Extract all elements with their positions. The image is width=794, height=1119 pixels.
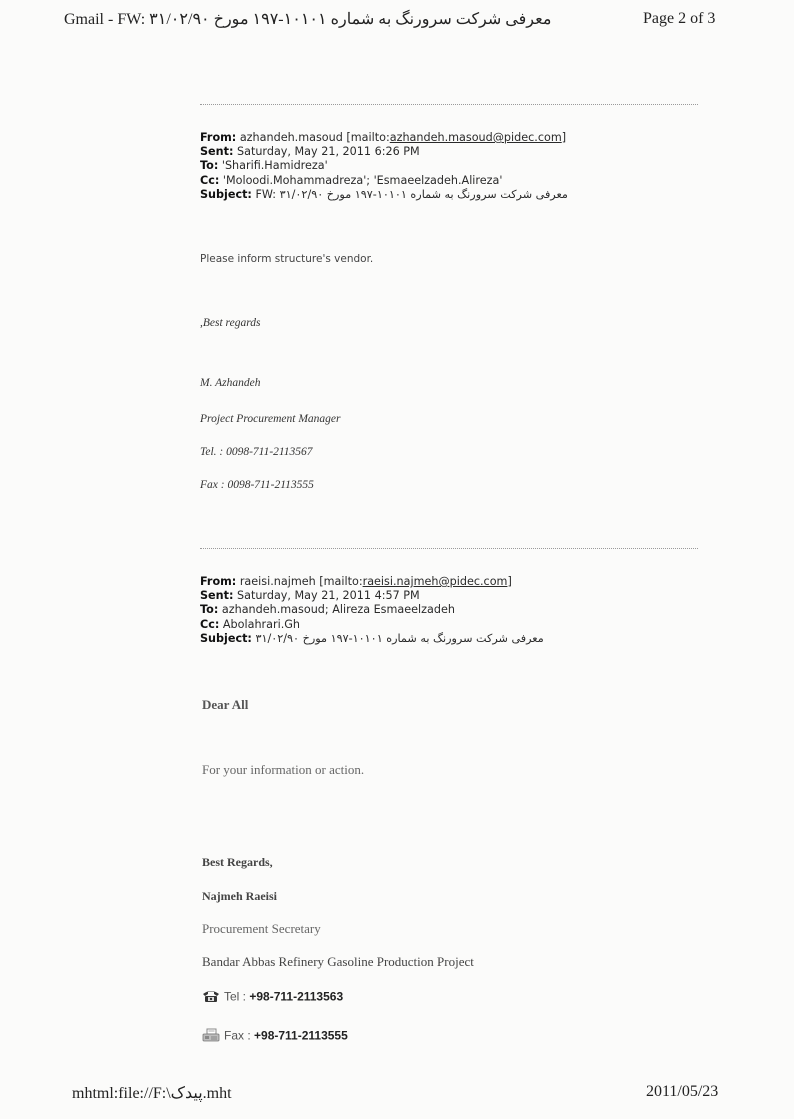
email2-body: For your information or action. [202, 762, 365, 777]
footer-date: 2011/05/23 [646, 1083, 719, 1100]
email2-signature-project: Bandar Abbas Refinery Gasoline Production Project [202, 954, 474, 969]
email2-cc-row: Cc: Abolahrari.Gh [200, 617, 301, 631]
email1-to-row: To: 'Sharifi.Hamidreza' [200, 159, 328, 173]
email2-signature-tel: Tel : +98-711-2113563 [202, 989, 343, 1006]
email2-from-row: From: raeisi.najmeh [mailto:raeisi.najmeh@pidec.com] [200, 575, 512, 588]
email2-signature-regards: Best Regards, [202, 855, 273, 869]
email2-sent-row: Sent: Saturday, May 21, 2011 4:57 PM [200, 589, 420, 603]
email2-to-row: To: azhandeh.masoud; Alireza Esmaeelzadeh [200, 603, 455, 617]
email2-greeting: Dear All [202, 697, 249, 712]
email1-subject-row: Subject: FW: معرفی شرکت سرورنگ به شماره ۱۰۱۰۱-۱۹۷ مورخ ۳۱/۰۲/۹۰ [200, 187, 568, 201]
email2-signature-fax: Fax : +98-711-2113555 [202, 1028, 348, 1045]
separator-line [200, 104, 698, 105]
email2-signature-title: Procurement Secretary [202, 921, 321, 936]
email1-from-row: From: azhandeh.masoud [mailto:azhandeh.masoud@pidec.com] [200, 131, 567, 144]
email1-body: Please inform structure's vendor. [200, 253, 374, 265]
email2-signature-name: Najmeh Raeisi [202, 889, 277, 903]
separator-line [200, 548, 698, 549]
email2-headers [200, 575, 544, 646]
page-number: Page 2 of 3 [643, 10, 716, 27]
email1-from-email-link[interactable]: azhandeh.masoud@pidec.com [389, 131, 562, 144]
email1-sent-row: Sent: Saturday, May 21, 2011 6:26 PM [200, 145, 420, 159]
fax-icon [202, 1028, 220, 1045]
email2-subject-row: Subject: معرفی شرکت سرورنگ به شماره ۱۰۱۰۱-۱۹۷ مورخ ۳۱/۰۲/۹۰ [200, 631, 544, 645]
footer-file-path: mhtml:file://F:\پیدک.mht [72, 1085, 232, 1102]
email1-headers [200, 131, 568, 202]
email1-regards: ,Best regards [200, 317, 261, 329]
telephone-icon [202, 989, 220, 1006]
email1-signature-title: Project Procurement Manager [200, 413, 341, 425]
email2-from-email-link[interactable]: raeisi.najmeh@pidec.com [362, 575, 508, 588]
email1-signature-name: M. Azhandeh [200, 377, 261, 389]
email1-signature-tel: Tel. : 0098-711-2113567 [200, 446, 313, 458]
page-title: Gmail - FW: معرفی شرکت سرورنگ به شماره ۱۰۱۰۱-۱۹۷ مورخ ۳۱/۰۲/۹۰ [64, 11, 552, 28]
email1-cc-row: Cc: 'Moloodi.Mohammadreza'; 'Esmaeelzadeh.Alireza' [200, 173, 503, 187]
email1-signature-fax: Fax : 0098-711-2113555 [200, 479, 314, 491]
